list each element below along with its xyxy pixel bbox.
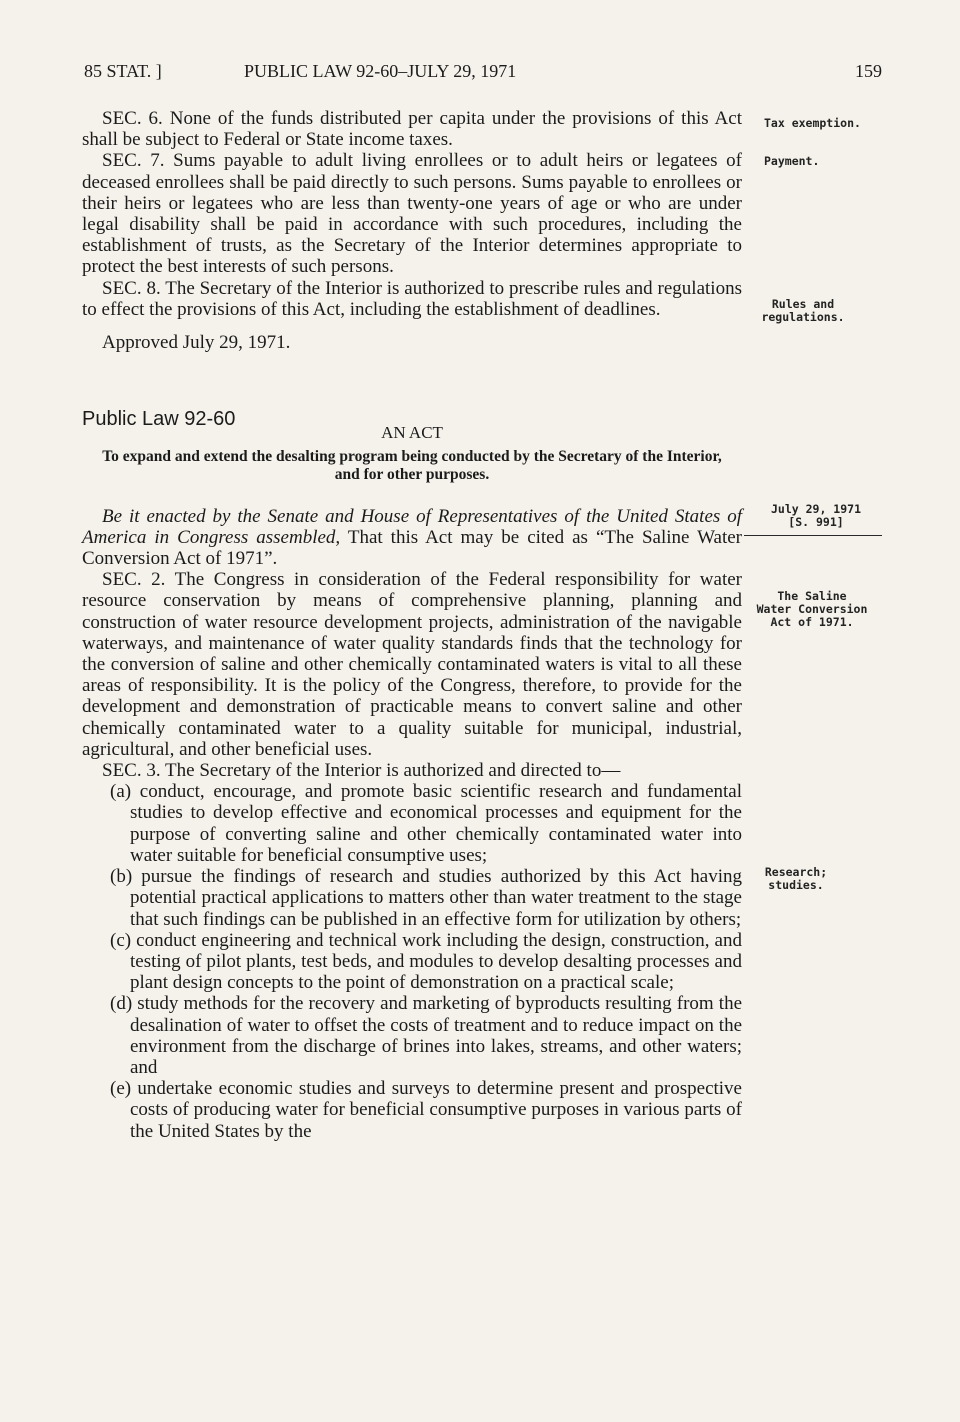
margin-note-payment: Payment.	[764, 154, 820, 168]
section-text: The Congress in consideration of the Federal responsibility for water resource conservation by means of comprehensive planning, planning and construction of water resource development projects, administration of the navigable waterways, and maintenance of water quality standards finds that the technology for the conversion of saline and other chemically contaminated waters is vital to all these areas of responsibility. It is the policy of the Congress, therefore, to provide for the development and demonstration of practicable means to convert saline and other chemically contaminated water to a quality suitable for municipal, industrial, agricultural, and other beneficial uses.	[82, 569, 742, 760]
margin-note-line: Act of 1971.	[770, 615, 854, 629]
page-header	[84, 61, 884, 87]
section-label: SEC. 7.	[102, 150, 165, 172]
margin-note-line: Rules and	[771, 297, 835, 311]
enacting-text: That this Act may be cited as “The Saline Water Conversion Act of 1971”.	[82, 526, 742, 570]
section-label: SEC. 2.	[102, 569, 166, 591]
margin-note-line: Water Conversion	[756, 602, 868, 616]
section-label: SEC. 8.	[102, 277, 161, 299]
section-6	[82, 108, 742, 150]
main-text	[82, 108, 742, 1142]
list-item: (a) conduct, encourage, and promote basic scientific research and fundamental studies to develop effective and economical processes and equipment for the purpose of converting saline and other chemically contaminated water into water suitable for beneficial consumptive uses;	[110, 781, 742, 866]
margin-note-tax-exemption: Tax exemption.	[764, 116, 861, 130]
margin-note-line: Research;	[764, 865, 828, 879]
list-item: (c) conduct engineering and technical work including the design, construction, and testing of pilot plants, test beds, and modules to develop desalting processes and plant design concepts to the point of demonstration on a practical scale;	[110, 929, 742, 994]
statute-volume: 85 STAT. ]	[84, 61, 162, 81]
section-text: The Secretary of the Interior is authorized to prescribe rules and regulations to effect the provisions of this Act, including the establishment of deadlines.	[82, 277, 742, 320]
section-text: None of the funds distributed per capita under the provisions of this Act shall be subject to Federal or State income taxes.	[82, 108, 742, 151]
page-number: 159	[855, 61, 882, 81]
section-label: SEC. 3.	[102, 760, 161, 782]
section-text: Sums payable to adult living enrollees or to adult heirs or legatees of deceased enrollees shall be paid directly to such persons. Sums payable to enrollees or their heirs or legatees who are less than twenty-one years of age or who are under legal disability shall be paid in accordance with such procedures, including the establishment of trusts, as the Secretary of the Interior determines appropriate to protect the best interests of such persons.	[82, 150, 743, 278]
an-act-heading: AN ACT	[381, 423, 443, 443]
approval-date: Approved July 29, 1971.	[102, 332, 291, 354]
list-item: (b) pursue the findings of research and studies authorized by this Act having potential practical applications to matters other than water treatment to the stage that such findings can be published in an effective form for utilization by others;	[110, 866, 742, 930]
section-label: SEC. 6.	[102, 108, 163, 129]
margin-note-date	[760, 503, 872, 529]
list-item: (d) study methods for the recovery and marketing of byproducts resulting from the desalination of water to offset the costs of treatment and to reduce impact on the environment from the discharge of brines into lakes, streams, and other waters; and	[110, 993, 742, 1078]
section-8	[82, 278, 742, 320]
list-item: (e) undertake economic studies and surveys to determine present and prospective costs of producing water for beneficial consumptive purposes in various parts of the United States by the	[110, 1078, 742, 1142]
section-3	[82, 760, 742, 781]
margin-note-line: The Saline	[777, 589, 847, 603]
enacting-italic: Be it enacted by the Senate and House of Representatives of the United States of America in Congress assembled,	[82, 505, 742, 548]
margin-note-research	[752, 866, 840, 892]
margin-note-line: regulations.	[761, 310, 845, 324]
margin-note-line: [S. 991]	[788, 515, 844, 529]
running-title: PUBLIC LAW 92-60–JULY 29, 1971	[244, 61, 517, 81]
act-purpose: To expand and extend the desalting program being conducted by the Secretary of the Interior, and for other purposes.	[102, 447, 722, 483]
enacting-clause	[82, 506, 742, 570]
margin-note-rules	[748, 298, 858, 324]
margin-note-line: July 29, 1971	[770, 502, 861, 516]
section-text: The Secretary of the Interior is authorized and directed to—	[165, 760, 621, 782]
section-2	[82, 569, 742, 760]
public-law-title: Public Law 92-60	[82, 408, 236, 431]
margin-note-line: studies.	[768, 878, 824, 892]
section-7	[82, 150, 742, 277]
divider	[744, 535, 882, 536]
margin-note-short-title	[746, 590, 878, 629]
